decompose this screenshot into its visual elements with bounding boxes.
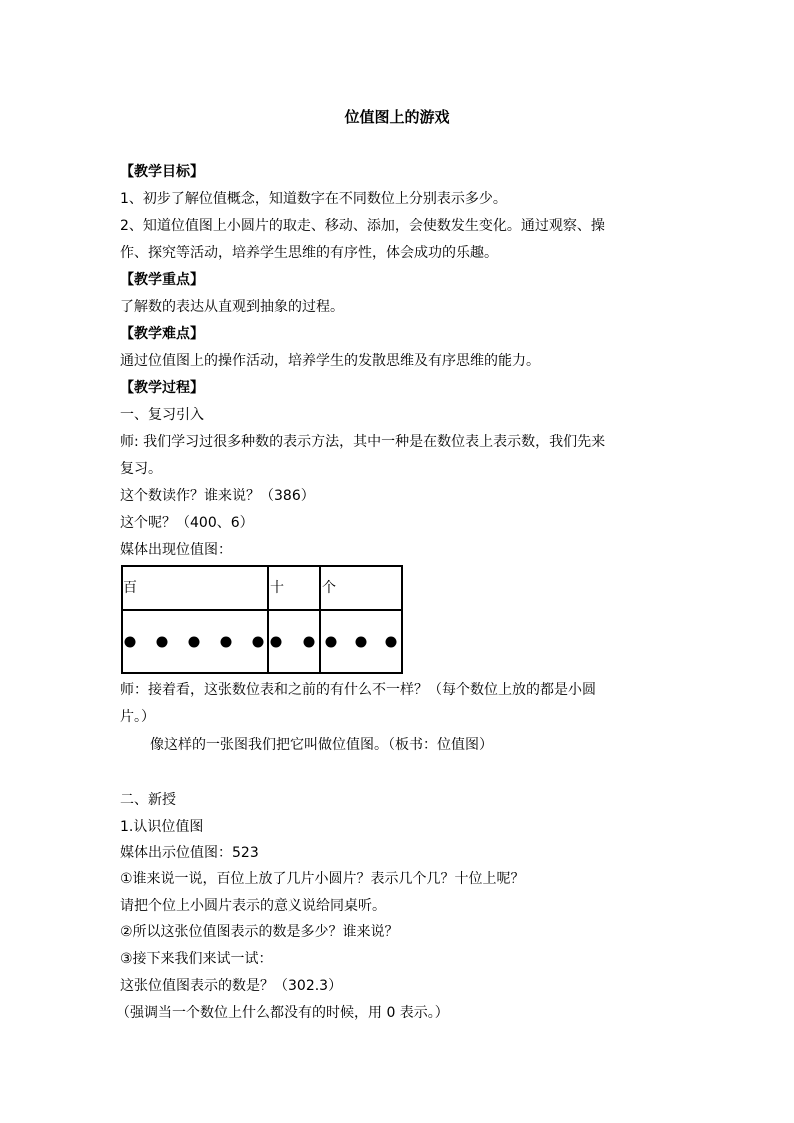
ones-dot <box>386 637 397 648</box>
teacher-line-1: 师: 我们学习过很多种数的表示方法，其中一种是在数位表上表示数，我们先来 <box>120 434 606 450</box>
ones-dots <box>326 637 397 648</box>
header-tens: 十 <box>270 580 284 596</box>
tens-dots <box>271 637 315 648</box>
page-title: 位值图上的游戏 <box>344 108 450 126</box>
emphasis-zero: （强调当一个数位上什么都没有的时候，用 0 表示。） <box>116 1005 449 1021</box>
goal-item-1: 1、初步了解位值概念，知道数字在不同数位上分别表示多少。 <box>120 191 507 207</box>
teacher-compare-line-2: 片。） <box>120 709 155 725</box>
tens-dot <box>271 637 282 648</box>
hundreds-dots <box>125 637 264 648</box>
hundreds-dot <box>189 637 200 648</box>
hundreds-dot <box>125 637 136 648</box>
key-point-text: 了解数的表达从直观到抽象的过程。 <box>120 299 344 315</box>
place-value-grid <box>121 565 403 674</box>
header-ones: 个 <box>322 580 336 596</box>
question-386: 这个数读作？谁来说？（386） <box>120 488 315 504</box>
media-intro: 媒体出现位值图： <box>120 542 232 558</box>
teacher-line-2: 复习。 <box>120 461 162 477</box>
teacher-compare-line-1: 师：接着看，这张数位表和之前的有什么不一样？（每个数位上放的都是小圆 <box>120 682 596 698</box>
goal-heading: 【教学目标】 <box>120 164 204 180</box>
difficulty-text: 通过位值图上的操作活动，培养学生的发散思维及有序思维的能力。 <box>120 353 540 369</box>
hundreds-dot <box>253 637 264 648</box>
key-point-heading: 【教学重点】 <box>120 272 204 288</box>
review-section-title: 一、复习引入 <box>120 407 204 423</box>
question-302-3: 这张位值图表示的数是？（302.3） <box>120 978 343 994</box>
instruction-partner: 请把个位上小圆片表示的意义说给同桌听。 <box>120 898 386 914</box>
new-teaching-title: 二、新授 <box>120 792 176 808</box>
goal-item-2-line-1: 2、知道位值图上小圆片的取走、移动、添加，会使数发生变化。通过观察、操 <box>120 218 605 234</box>
place-value-table <box>121 565 403 674</box>
difficulty-heading: 【教学难点】 <box>120 326 204 342</box>
question-3: ③接下来我们来试一试： <box>120 951 273 967</box>
header-hundreds: 百 <box>123 580 137 596</box>
naming-line: 像这样的一张图我们把它叫做位值图。（板书：位值图） <box>150 737 493 753</box>
tens-dot <box>304 637 315 648</box>
ones-dot <box>356 637 367 648</box>
goal-item-2-line-2: 作、探究等活动，培养学生思维的有序性，体会成功的乐趣。 <box>120 245 498 261</box>
process-heading: 【教学过程】 <box>120 380 204 396</box>
hundreds-dot <box>221 637 232 648</box>
hundreds-dot <box>157 637 168 648</box>
question-400-6: 这个呢？（400、6） <box>120 515 254 531</box>
ones-dot <box>326 637 337 648</box>
media-523: 媒体出示位值图：523 <box>120 845 259 861</box>
question-1: ①谁来说一说，百位上放了几片小圆片？表示几个几？十位上呢？ <box>120 871 525 887</box>
question-2: ②所以这张位值图表示的数是多少？谁来说？ <box>120 924 399 940</box>
step-1-title: 1.认识位值图 <box>120 819 204 835</box>
